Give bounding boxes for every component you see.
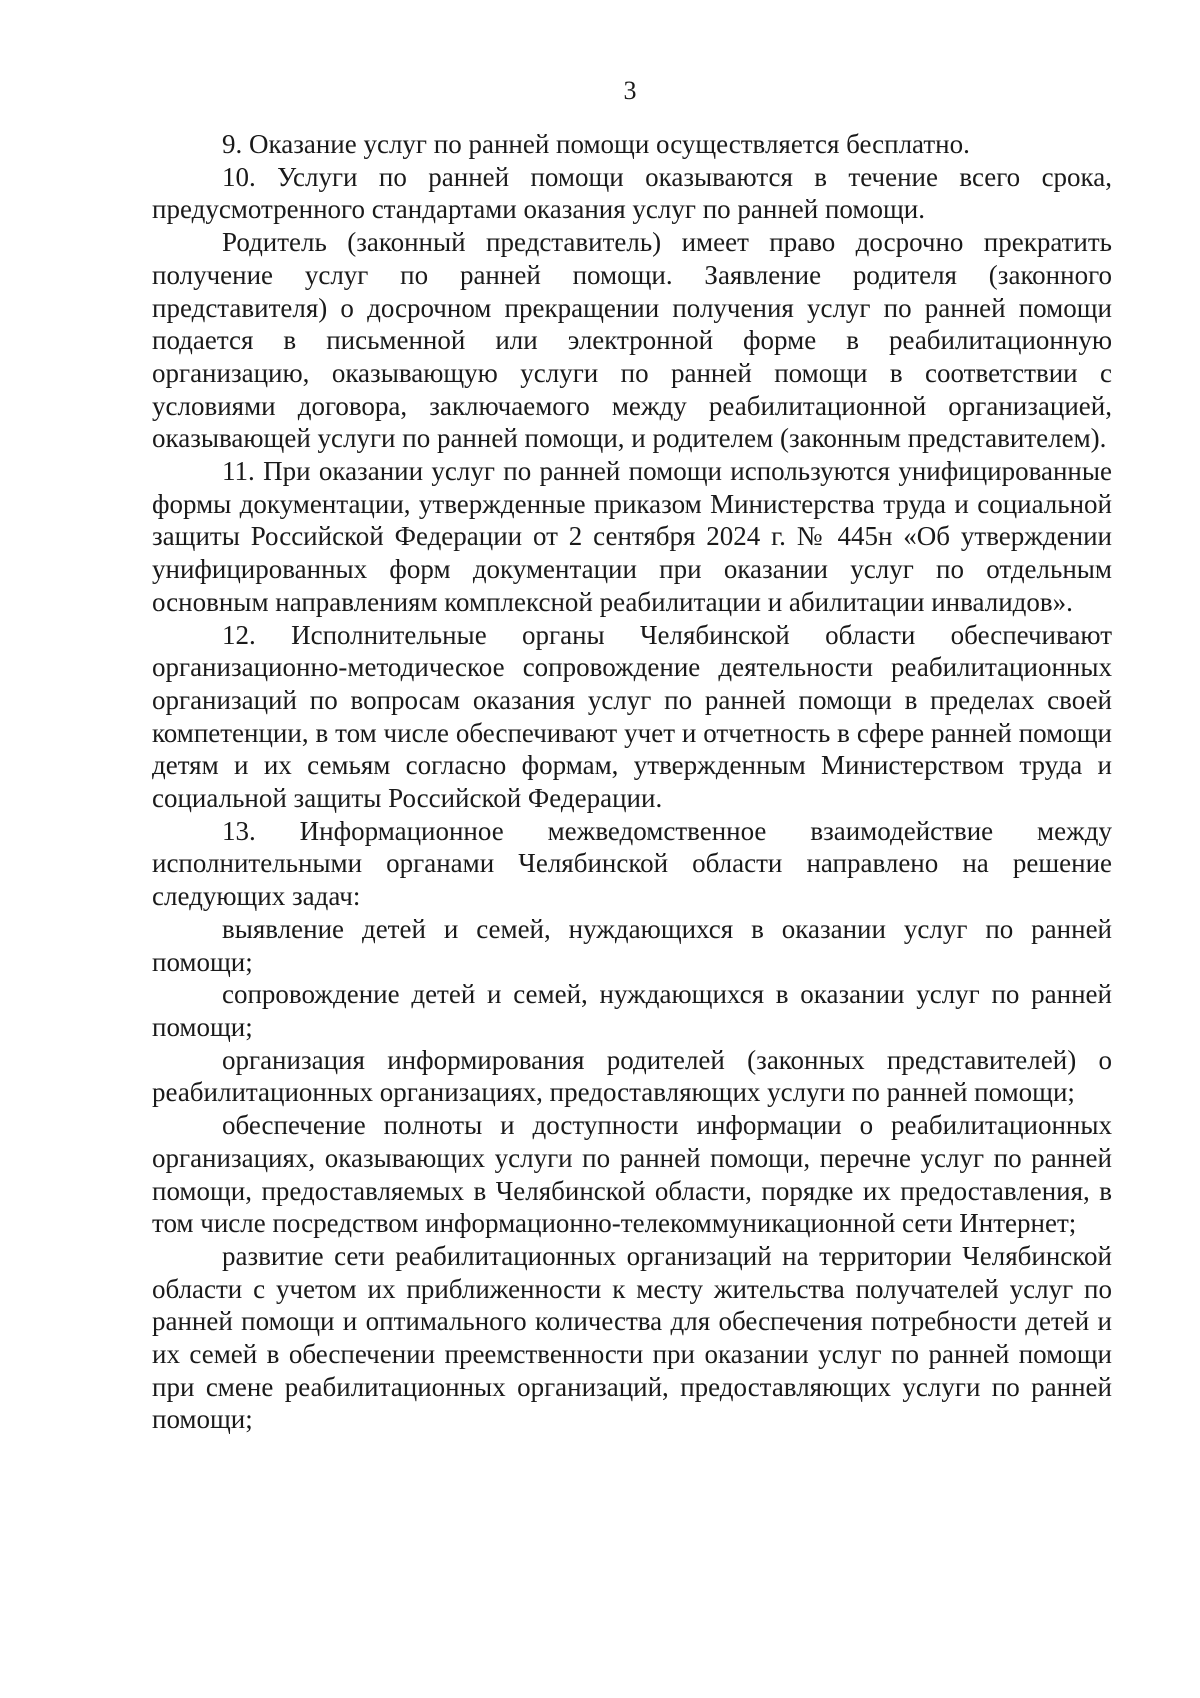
- paragraph-13-interagency-interaction: 13. Информационное межведомственное взаимодействие между исполнительными органами Челябинской области направлено на решение следующих задач:: [152, 815, 1112, 912]
- task-support: сопровождение детей и семей, нуждающихся в оказании услуг по ранней помощи;: [152, 979, 1112, 1042]
- document-body: [152, 128, 1112, 1436]
- paragraph-9-free-of-charge: 9. Оказание услуг по ранней помощи осуществляется бесплатно.: [222, 129, 970, 159]
- task-informing-parents: организация информирования родителей (законных представителей) о реабилитационных организациях, предоставляющих услуги по ранней помощи;: [152, 1044, 1112, 1108]
- page-number: 3: [623, 76, 637, 105]
- task-network-development: развитие сети реабилитационных организаций на территории Челябинской области с учетом их приближенности к месту жительства получателей услуг по ранней помощи и оптимального количества для обеспечения потребности детей и их семей в обеспечении преемственности при оказании услуг по ранней помощи при смене реабилитационных организаций, предоставляющих услуги по ранней помощи;: [152, 1240, 1112, 1435]
- paragraph-11-unified-forms: 11. При оказании услуг по ранней помощи используются унифицированные формы документации, утвержденные приказом Министерства труда и социальной защиты Российской Федерации от 2 сентября 2024 г. № 445н «Об утверждении унифицированных форм документации при оказании услуг по отдельным основным направлениям комплексной реабилитации и абилитации инвалидов».: [152, 456, 1112, 617]
- task-identification: выявление детей и семей, нуждающихся в оказании услуг по ранней помощи;: [152, 913, 1112, 977]
- paragraph-early-termination: Родитель (законный представитель) имеет право досрочно прекратить получение услуг по ранней помощи. Заявление родителя (законного представителя) о досрочном прекращении получения услуг по ранней помощи подается в письменной или электронной форме в реабилитационную организацию, оказывающую услуги по ранней помощи в соответствии с условиями договора, заключаемого между реабилитационной организацией, оказывающей услуги по ранней помощи, и родителем (законным представителем).: [152, 227, 1112, 454]
- task-information-completeness: обеспечение полноты и доступности информации о реабилитационных организациях, оказывающих услуги по ранней помощи, перечне услуг по ранней помощи, предоставляемых в Челябинской области, порядке их предоставления, в том числе посредством информационно-телекоммуникационной сети Интернет;: [152, 1110, 1112, 1239]
- paragraph-10-service-term: 10. Услуги по ранней помощи оказываются в течение всего срока, предусмотренного стандартами оказания услуг по ранней помощи.: [152, 161, 1112, 225]
- paragraph-12-methodological-support: 12. Исполнительные органы Челябинской области обеспечивают организационно-методическое сопровождение деятельности реабилитационных организаций по вопросам оказания услуг по ранней помощи в пределах своей компетенции, в том числе обеспечивают учет и отчетность в сфере ранней помощи детям и их семьям согласно формам, утвержденным Министерством труда и социальной защиты Российской Федерации.: [152, 619, 1112, 814]
